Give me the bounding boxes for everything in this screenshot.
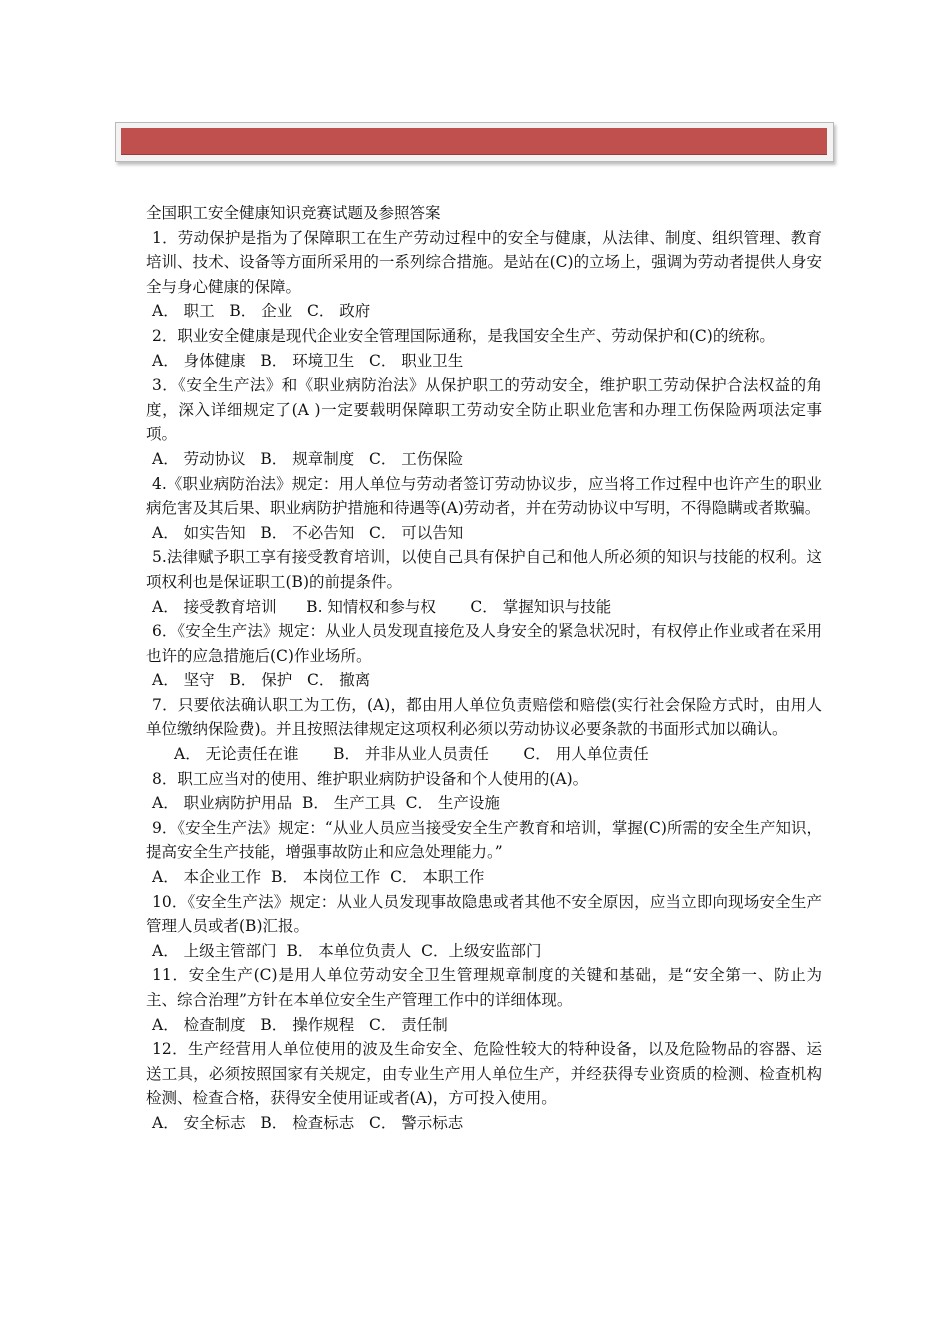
question-text: 11．安全生产(C)是用人单位劳动安全卫生管理规章制度的关键和基础，是“安全第一、防止为主、综合治理”方针在本单位安全生产管理工作中的详细体现。 [146, 966, 822, 1009]
document-body [146, 201, 822, 1136]
question-text: 12．生产经营用人单位使用的波及生命安全、危险性较大的特种设备，以及危险物品的容器、运送工具，必须按照国家有关规定，由专业生产用人单位生产，并经获得专业资质的检测、检查机构检测、检查合格，获得安全使用证或者(A)，方可投入使用。 [146, 1040, 822, 1108]
answer-options: A． 无论责任在谁 B． 并非从业人员责任 C． 用人单位责任 [174, 745, 649, 764]
answer-options: A． 接受教育培训 B. 知情权和参与权 C． 掌握知识与技能 [152, 597, 612, 616]
answer-options: A． 坚守 B． 保护 C． 撤离 [152, 671, 371, 690]
question-text: 10．《安全生产法》规定：从业人员发现事故隐患或者其他不安全原因，应当立即向现场安全生产管理人员或者(B)汇报。 [146, 892, 822, 936]
question-text: 3．《安全生产法》和《职业病防治法》从保护职工的劳动安全，维护职工劳动保护合法权益的角度，深入详细规定了(A )一定要载明保障职工劳动安全防止职业危害和办理工伤保险两项法定事项。 [146, 376, 822, 444]
answer-options: A． 上级主管部门 B． 本单位负责人 C．上级安监部门 [152, 941, 542, 960]
answer-options: A． 如实告知 B． 不必告知 C． 可以告知 [152, 523, 464, 542]
header-banner [115, 122, 834, 162]
question-text: 9．《安全生产法》规定：“从业人员应当接受安全生产教育和培训，掌握(C)所需的安全生产知识，提高安全生产技能，增强事故防止和应急处理能力。” [146, 818, 822, 862]
answer-options: A． 本企业工作 B． 本岗位工作 C． 本职工作 [152, 868, 485, 887]
question-text: 7．只要依法确认职工为工伤，(A)，都由用人单位负责赔偿和赔偿(实行社会保险方式时，由用人单位缴纳保险费)。并且按照法律规定这项权利必须以劳动协议必要条款的书面形式加以确认。 [146, 695, 822, 739]
question-list [146, 226, 822, 1136]
header-banner-bar [121, 128, 827, 155]
answer-options: A． 职工 B． 企业 C． 政府 [152, 302, 371, 321]
question-text: 1．劳动保护是指为了保障职工在生产劳动过程中的安全与健康，从法律、制度、组织管理、教育培训、技术、设备等方面所采用的一系列综合措施。是站在(C)的立场上，强调为劳动者提供人身安全与身心健康的保障。 [146, 228, 822, 296]
question-text: 8．职工应当对的使用、维护职业病防护设备和个人使用的(A)。 [152, 769, 589, 788]
document-title: 全国职工安全健康知识竞赛试题及参照答案 [146, 204, 441, 222]
question-text: 5.法律赋予职工享有接受教育培训，以使自己具有保护自己和他人所必须的知识与技能的权利。这项权利也是保证职工(B)的前提条件。 [146, 548, 822, 591]
question-text: 4.《职业病防治法》规定：用人单位与劳动者签订劳动协议步，应当将工作过程中也许产生的职业病危害及其后果、职业病防护措施和待遇等(A)劳动者，并在劳动协议中写明，不得隐瞒或者欺骗。 [146, 474, 822, 518]
answer-options: A． 检查制度 B． 操作规程 C． 责任制 [152, 1015, 448, 1034]
answer-options: A． 职业病防护用品 B． 生产工具 C． 生产设施 [152, 794, 500, 813]
question-text: 2．职业安全健康是现代企业安全管理国际通称，是我国安全生产、劳动保护和(C)的统称。 [152, 326, 775, 345]
answer-options: A． 安全标志 B． 检查标志 C． 警示标志 [152, 1113, 464, 1132]
answer-options: A． 身体健康 B． 环境卫生 C． 职业卫生 [152, 351, 464, 370]
question-text: 6．《安全生产法》规定：从业人员发现直接危及人身安全的紧急状况时，有权停止作业或者在采用也许的应急措施后(C)作业场所。 [146, 622, 822, 665]
answer-options: A． 劳动协议 B． 规章制度 C． 工伤保险 [152, 449, 464, 468]
